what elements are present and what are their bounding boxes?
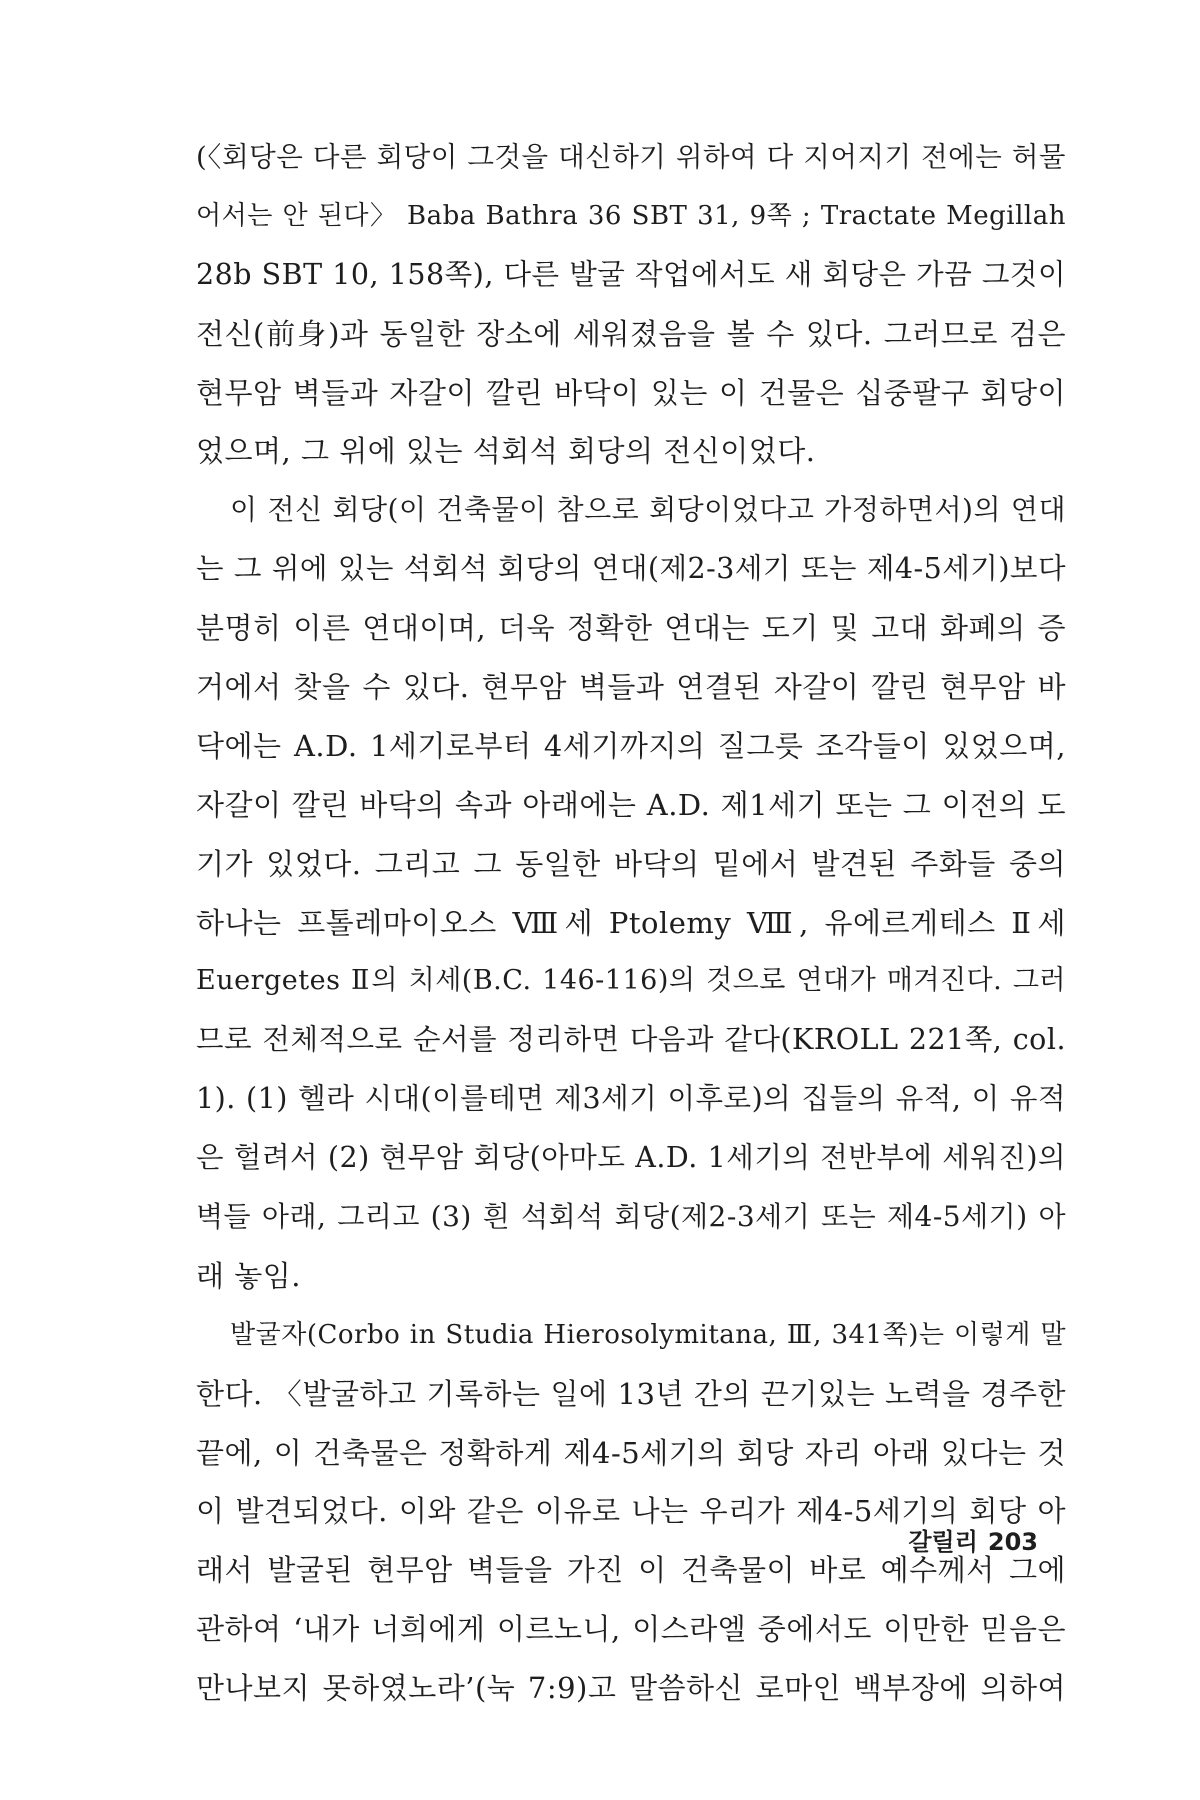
text-line: 만나보지 못하였노라’(눅 7:9)고 말씀하신 로마인 백부장에 의하여 (196, 1671, 1066, 1706)
text-line: 기가 있었다. 그리고 그 동일한 바닥의 밑에서 발견된 주화들 중의 (196, 846, 1066, 881)
text-line: 28b SBT 10, 158쪽), 다른 발굴 작업에서도 새 회당은 가끔 그것이 (196, 257, 1066, 291)
text-line: 하나는 프톨레마이오스 Ⅷ세 Ptolemy Ⅷ, 유에르게테스 Ⅱ세 (196, 905, 1066, 940)
text-line: 한다. 〈발굴하고 기록하는 일에 13년 간의 끈기있는 노력을 경주한 (196, 1376, 1066, 1411)
text-line: 현무암 벽들과 자갈이 깔린 바닥이 있는 이 건물은 십중팔구 회당이 (196, 375, 1066, 410)
text-line: 는 그 위에 있는 석회석 회당의 연대(제2-3세기 또는 제4-5세기)보다 (196, 552, 1066, 586)
text-line: 거에서 찾을 수 있다. 현무암 벽들과 연결된 자갈이 깔린 현무암 바 (196, 670, 1066, 705)
text-line: 래 놓임. (196, 1258, 301, 1293)
text-line: 래서 발굴된 현무암 벽들을 가진 이 건축물이 바로 예수께서 그에 (196, 1553, 1066, 1588)
text-line: 이 전신 회당(이 건축물이 참으로 회당이었다고 가정하면서)의 연대 (230, 493, 1066, 527)
text-line: 어서는 안 된다〉 Baba Bathra 36 SBT 31, 9쪽 ; Tractate Megillah (196, 200, 1066, 231)
text-line: 끝에, 이 건축물은 정확하게 제4-5세기의 회당 자리 아래 있다는 것 (196, 1435, 1066, 1470)
text-line: 닥에는 A.D. 1세기로부터 4세기까지의 질그릇 조각들이 있었으며, (196, 728, 1066, 763)
page-number: 203 (987, 1528, 1038, 1556)
text-line: 이 발견되었다. 이와 같은 이유로 나는 우리가 제4-5세기의 회당 아 (196, 1494, 1066, 1529)
text-line: (〈회당은 다른 회당이 그것을 대신하기 위하여 다 지어지기 전에는 허물 (196, 141, 1066, 173)
text-line: 전신(前身)과 동일한 장소에 세워졌음을 볼 수 있다. 그러므로 검은 (196, 316, 1066, 351)
text-line: 자갈이 깔린 바닥의 속과 아래에는 A.D. 제1세기 또는 그 이전의 도 (196, 787, 1066, 822)
text-line: 분명히 이른 연대이며, 더욱 정확한 연대는 도기 및 고대 화폐의 증 (196, 611, 1066, 646)
text-line: 관하여 ‘내가 너희에게 이르노니, 이스라엘 중에서도 이만한 믿음은 (196, 1612, 1066, 1647)
text-line: 은 헐려서 (2) 현무암 회당(아마도 A.D. 1세기의 전반부에 세워진)의 (196, 1141, 1066, 1175)
text-line: 었으며, 그 위에 있는 석회석 회당의 전신이었다. (196, 434, 816, 469)
text-line: 므로 전체적으로 순서를 정리하면 다음과 같다(KROLL 221쪽, col. (196, 1023, 1066, 1057)
body-text (196, 128, 1066, 1718)
text-line: 1). (1) 헬라 시대(이를테면 제3세기 이후로)의 집들의 유적, 이 유적 (196, 1082, 1066, 1116)
text-line: 발굴자(Corbo in Studia Hierosolymitana, Ⅲ, 341쪽)는 이렇게 말 (230, 1319, 1066, 1350)
page-footer (898, 1522, 1038, 1557)
running-head: 갈릴리 (908, 1528, 978, 1556)
text-line: 벽들 아래, 그리고 (3) 흰 석회석 회당(제2-3세기 또는 제4-5세기) 아 (196, 1200, 1066, 1234)
text-line: Euergetes Ⅱ의 치세(B.C. 146-116)의 것으로 연대가 매겨진다. 그러 (196, 965, 1066, 997)
